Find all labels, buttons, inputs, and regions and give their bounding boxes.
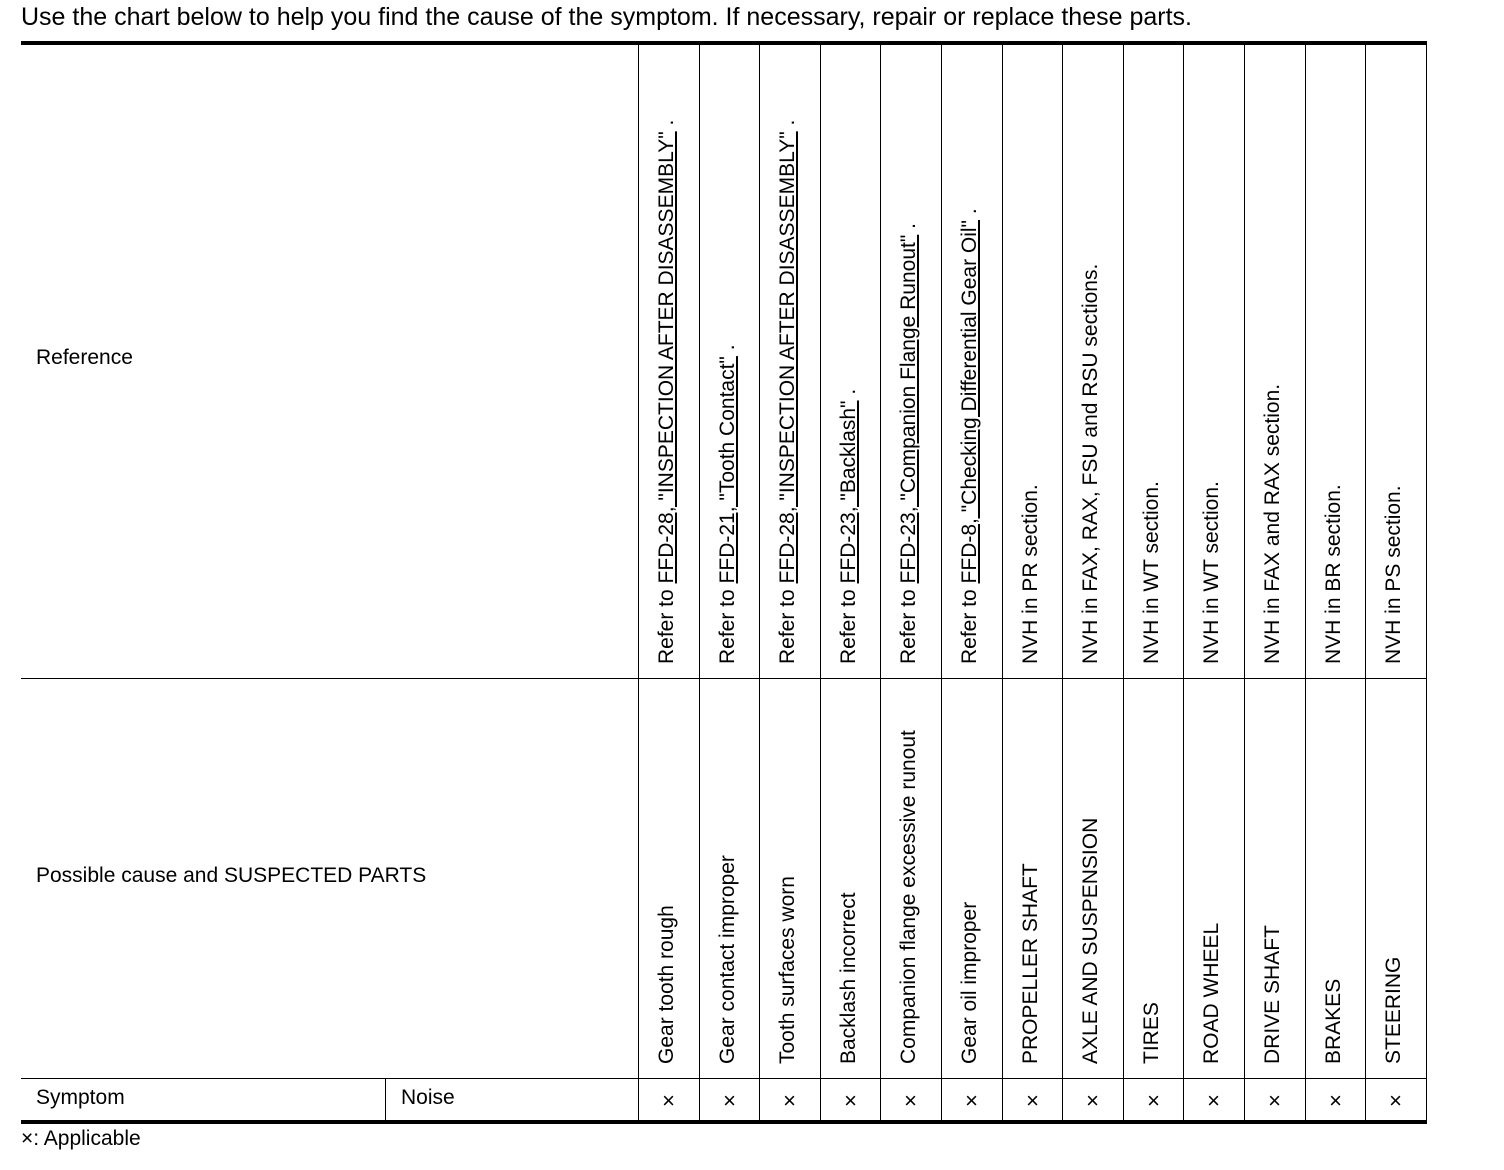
column-divider (1123, 45, 1124, 1121)
suspected-part-cell: DRIVE SHAFT (1261, 925, 1284, 1064)
reference-cell (1079, 264, 1103, 664)
reference-row-label: Reference (36, 346, 133, 369)
suspected-part-cell: BRAKES (1322, 978, 1345, 1064)
applicable-mark: × (1268, 1088, 1281, 1113)
reference-text: NVH in WT section. (1140, 481, 1163, 664)
reference-cell (837, 389, 861, 664)
applicable-mark: × (1329, 1088, 1342, 1113)
reference-cell (1382, 485, 1406, 664)
applicable-mark: × (904, 1088, 917, 1113)
reference-cell (776, 120, 800, 664)
applicable-mark: × (844, 1088, 857, 1113)
reference-text: Refer to (837, 583, 860, 664)
column-divider (699, 45, 700, 1121)
reference-suffix: . (776, 119, 799, 132)
reference-cell (958, 208, 982, 664)
suspected-part-cell: Tooth surfaces worn (776, 876, 799, 1064)
column-divider (880, 45, 881, 1121)
column-divider (1002, 45, 1003, 1121)
reference-cell (716, 344, 740, 664)
column-divider (1365, 45, 1366, 1121)
applicable-mark: × (783, 1088, 796, 1113)
cause-row-divider (21, 1078, 1427, 1079)
applicable-mark: × (662, 1088, 675, 1113)
applicable-mark: × (723, 1088, 736, 1113)
reference-cell (1200, 481, 1224, 664)
reference-link[interactable]: FFD-21, "Tooth Contact" (716, 356, 739, 584)
reference-link[interactable]: FFD-23, "Companion Flange Runout" (897, 234, 920, 584)
applicable-mark: × (1086, 1088, 1099, 1113)
column-divider (1062, 45, 1063, 1121)
column-divider (1305, 45, 1306, 1121)
reference-text: NVH in PS section. (1382, 485, 1405, 664)
symptom-label: Symptom (36, 1086, 125, 1109)
reference-text: NVH in WT section. (1200, 481, 1223, 664)
reference-link[interactable]: FFD-23, "Backlash" (837, 400, 860, 584)
applicable-mark: × (965, 1088, 978, 1113)
suspected-part-cell: STEERING (1382, 956, 1405, 1064)
reference-text: NVH in PR section. (1019, 484, 1042, 664)
reference-suffix: . (897, 223, 920, 235)
reference-text: Refer to (776, 583, 799, 664)
column-divider (638, 45, 639, 1121)
intro-text: Use the chart below to help you find the cause of the symptom. If necessary, repair or replace these parts. (21, 3, 1192, 31)
reference-suffix: . (958, 208, 981, 220)
table-bottom-border (21, 1120, 1427, 1124)
noise-label: Noise (401, 1086, 455, 1109)
symptom-divider (385, 1079, 386, 1121)
column-divider (820, 45, 821, 1121)
suspected-part-cell: Gear oil improper (958, 901, 981, 1064)
column-divider (1183, 45, 1184, 1121)
reference-text: Refer to (716, 583, 739, 664)
column-divider (941, 45, 942, 1121)
reference-text: Refer to (655, 583, 678, 664)
reference-cell (1019, 484, 1043, 664)
reference-text: Refer to (897, 583, 920, 664)
reference-cell (1261, 384, 1285, 664)
applicable-mark: × (1026, 1088, 1039, 1113)
applicable-mark: × (1147, 1088, 1160, 1113)
reference-link[interactable]: FFD-8, "Checking Differential Gear Oil" (958, 219, 981, 584)
reference-suffix: . (837, 388, 860, 401)
reference-cell (655, 120, 679, 664)
applicable-mark: × (1207, 1088, 1220, 1113)
reference-text: NVH in FAX, RAX, FSU and RSU sections. (1079, 263, 1102, 664)
reference-suffix: . (655, 119, 678, 132)
column-divider (1244, 45, 1245, 1121)
reference-text: NVH in FAX and RAX section. (1261, 383, 1284, 664)
reference-row-divider (21, 678, 1427, 679)
column-divider (759, 45, 760, 1121)
legend: ×: Applicable (21, 1127, 141, 1150)
reference-link[interactable]: FFD-28, "INSPECTION AFTER DISASSEMBLY" (655, 131, 678, 584)
suspected-part-cell: AXLE AND SUSPENSION (1079, 817, 1102, 1064)
suspected-part-cell: Gear contact improper (716, 855, 739, 1064)
suspected-part-cell: Gear tooth rough (655, 905, 678, 1064)
reference-cell (1322, 484, 1346, 664)
table-top-border (21, 41, 1427, 45)
suspected-part-cell: PROPELLER SHAFT (1019, 863, 1042, 1064)
suspected-part-cell: TIRES (1140, 1002, 1163, 1064)
reference-cell (1140, 481, 1164, 664)
possible-cause-row-label: Possible cause and SUSPECTED PARTS (36, 864, 427, 887)
applicable-mark: × (1389, 1088, 1402, 1113)
reference-suffix: . (716, 344, 739, 357)
reference-text: Refer to (958, 583, 981, 664)
reference-cell (897, 223, 921, 664)
reference-link[interactable]: FFD-28, "INSPECTION AFTER DISASSEMBLY" (776, 131, 799, 584)
column-divider (1426, 45, 1427, 1121)
suspected-part-cell: ROAD WHEEL (1200, 922, 1223, 1064)
suspected-part-cell: Backlash incorrect (837, 892, 860, 1064)
reference-text: NVH in BR section. (1322, 484, 1345, 664)
suspected-part-cell: Companion flange excessive runout (897, 730, 920, 1064)
